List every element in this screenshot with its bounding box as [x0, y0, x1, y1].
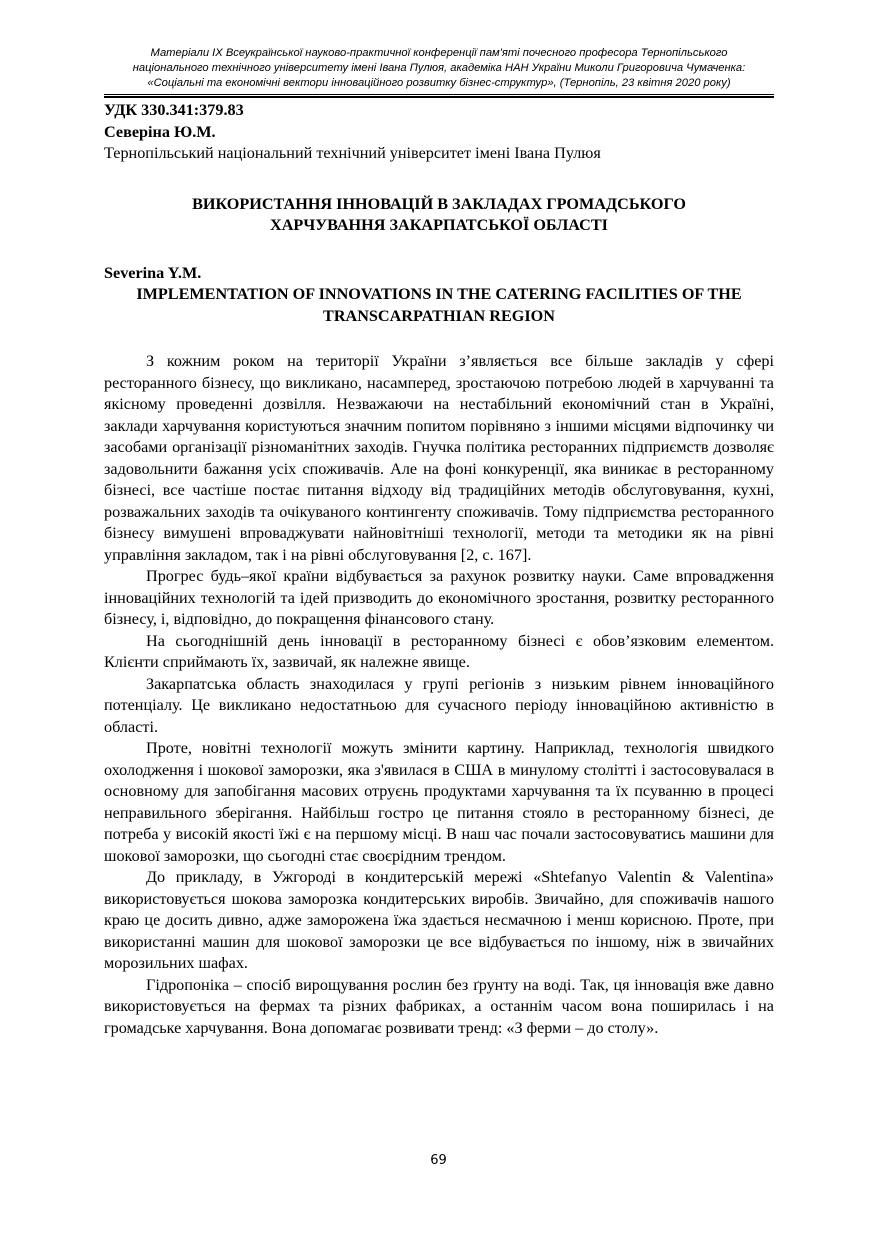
author-affiliation: Тернопільський національний технічний університет імені Івана Пулюя	[104, 144, 601, 162]
paragraph: Проте, новітні технології можуть змінити картину. Наприклад, технологія швидкого охолодження і шокової заморозки, яка з'явилася в США в минулому столітті і застосовувалася в основному для запобігання масових отруєнь продуктами харчування та їх псуванню в процесі неправильного зберігання. Найбільш гостро це питання стояло в ресторанному бізнесі, де потреба у високій якості їжі є на першому місці. В наш час почали застосовуватись машини для шокової заморозки, що сьогодні стає своєрідним трендом.	[104, 739, 774, 865]
author-name: Северіна Ю.М.	[104, 122, 216, 141]
running-header-line: «Соціальні та економічні вектори інноваційного розвитку бізнес-структур», (Тернопіль, 23 квітня 2020 року)	[147, 77, 731, 89]
udc-code: УДК 330.341:379.83	[104, 101, 244, 119]
running-header-line: Матеріали ІХ Всеукраїнської науково-практичної конференції пам'яті почесного професора Тернопільського	[150, 47, 728, 59]
paragraph: З кожним роком на території України з’являється все більше закладів у сфері ресторанного бізнесу, що викликано, насамперед, зростаючою потребою людей в харчуванні та якісному проведенні дозвілля. Незважаючи на нестабільний економічний стан в Україні, заклади харчування користуються значним попитом порівняно з іншими місцями відпочинку чи засобами організації різноманітних заходів. Гнучка політика ресторанних підприємств дозволяє задовольнити бажання усіх споживачів. Але на фоні конкуренції, яка виникає в ресторанному бізнесі, все частіше постає питання відходу від традиційних методів обслуговування, кухні, розважальних заходів та очікуваного контингенту споживачів. Тому підприємства ресторанного бізнесу вимушені впроваджувати найновітніші технології, методи та методики як на рівні управління закладом, так і на рівні обслуговування [2, с. 167].	[104, 352, 774, 564]
article-text	[104, 351, 774, 1039]
paragraph: Гідропоніка – спосіб вирощування рослин без ґрунту на воді. Так, ця інновація вже давно використовується на фермах та різних фабриках, а останнім часом вона поширилась і на громадське харчування. Вона допомагає розвивати тренд: «З ферми – до столу».	[104, 975, 774, 1037]
header-divider-thick	[104, 96, 774, 98]
paragraph: На сьогоднішній день інновації в ресторанному бізнесі є обов’язковим елементом. Клієнти сприймають їх, зазвичай, як належне явище.	[104, 631, 774, 671]
author-name-en: Severina Y.M.	[104, 263, 202, 282]
article-body	[104, 100, 774, 1039]
article-title-en: IMPLEMENTATION OF INNOVATIONS IN THE CATERING FACILITIES OF THE TRANSCARPATHIAN REGION	[136, 285, 742, 325]
page-number: 69	[430, 1153, 447, 1168]
paragraph: Закарпатська область знаходилася у групі регіонів з низьким рівнем інноваційного потенціалу. Це викликано недостатньою для сучасного періоду інноваційною активністю в області.	[104, 674, 774, 736]
header-divider	[104, 94, 774, 95]
article-title-uk: ВИКОРИСТАННЯ ІННОВАЦІЙ В ЗАКЛАДАХ ГРОМАДСЬКОГО ХАРЧУВАННЯ ЗАКАРПАТСЬКОЇ ОБЛАСТІ	[192, 194, 686, 234]
paragraph: Прогрес будь–якої країни відбувається за рахунок розвитку науки. Саме впровадження інноваційних технологій та ідей призводить до економічного зростання, розвитку ресторанного бізнесу, і, відповідно, до покращення фінансового стану.	[104, 567, 774, 628]
running-header-line: національного технічного університету імені Івана Пулюя, академіка НАН України Миколи Григоровича Чумаченка:	[132, 62, 746, 74]
running-header	[104, 46, 774, 91]
paragraph: До прикладу, в Ужгороді в кондитерській мережі «Shtefanyo Valentin & Valentina» використовується шокова заморозка кондитерських виробів. Звичайно, для споживачів нашого краю це досить дивно, адже заморожена їжа здається несмачною і менш корисною. Проте, при використанні машин для шокової заморозки це все відбувається по іншому, ніж в звичайних морозильних шафах.	[104, 868, 774, 972]
